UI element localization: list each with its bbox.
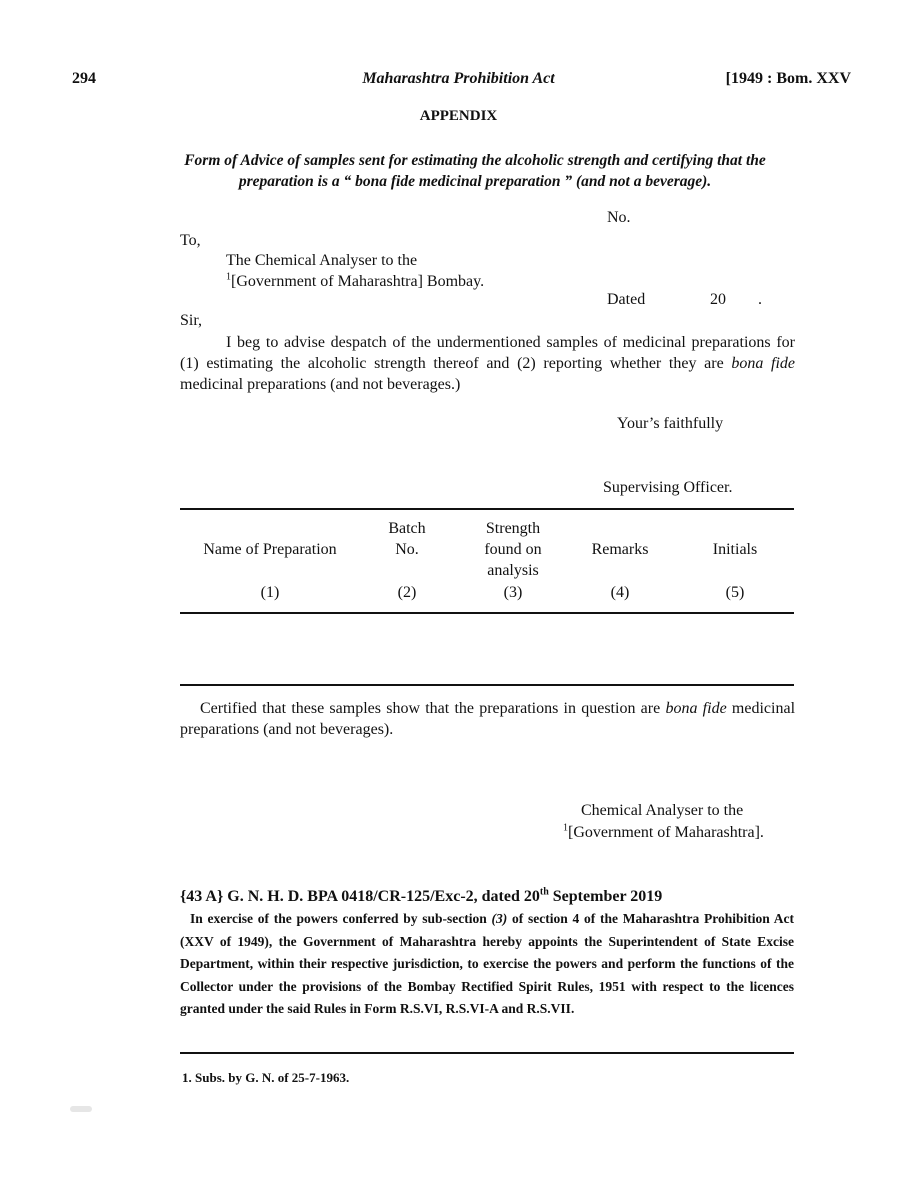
- col-number-1: (1): [260, 584, 280, 601]
- addressee-line1: The Chemical Analyser to the: [226, 252, 418, 269]
- notification-heading-text: {43 A} G. N. H. D. BPA 0418/CR-125/Exc-2, dated 20: [180, 888, 540, 905]
- notification-body: [180, 908, 794, 1021]
- certificate-text: [180, 698, 795, 740]
- addressee-line2-text: [Government of Maharashtra] Bombay.: [231, 273, 485, 290]
- col-number-2: (2): [397, 584, 417, 601]
- certificate-signatory-line2-text: [Government of Maharashtra].: [568, 824, 764, 841]
- col-remarks: Remarks: [591, 541, 649, 558]
- table-header-rule: [180, 612, 794, 614]
- notification-body-rest: of section 4 of the Maharashtra Prohibition Act (XXV of 1949), the Government of Maharashtra hereby appoints the Superintendent of State Excise Department, within their respective jurisdiction, to exercise the powers and perform the functions of the Collector under the provisions of the Bombay Rectified Spirit Rules, 1951 with respect to the licences granted under the said Rules in Form R.S.VI, R.S.VI-A and R.S.VII.: [180, 911, 795, 1016]
- page-number: 294: [72, 70, 96, 87]
- addressee-line2: [226, 273, 484, 291]
- footnote-marker: 1: [563, 822, 568, 834]
- closing: Your’s faithfully: [617, 415, 724, 432]
- footnote-marker: 1: [226, 271, 231, 283]
- certificate-text-main: Certified that these samples show that the preparations in question are: [200, 700, 661, 717]
- footnote-rule: [180, 1052, 794, 1054]
- scan-smudge: [70, 1106, 92, 1112]
- running-title: Maharashtra Prohibition Act: [362, 70, 555, 87]
- col-number-4: (4): [610, 584, 630, 601]
- notification-heading-sup: th: [539, 886, 549, 898]
- letter-body-main: I beg to advise despatch of the undermentioned samples of medicinal preparations for (1) estimating the alcoholic strength thereof and (2) reporting whether they are: [180, 334, 795, 372]
- notification-body-italic: (3): [491, 911, 508, 926]
- letter-body-italic: bona fide: [731, 355, 795, 372]
- no-label: No.: [607, 209, 631, 226]
- footnote: 1. Subs. by G. N. of 25-7-1963.: [182, 1070, 350, 1085]
- col-strength: Strength found on analysis: [484, 520, 542, 579]
- form-title: Form of Advice of samples sent for estimating the alcoholic strength and certifying that the preparation is a “ bona fide medicinal preparation ” (and not a beverage).: [184, 152, 766, 190]
- salutation: Sir,: [180, 312, 203, 329]
- table-bottom-rule: [180, 684, 794, 686]
- col-name-of-preparation: Name of Preparation: [203, 541, 337, 558]
- letter-body: [180, 332, 795, 395]
- notification-heading: [180, 888, 662, 906]
- dated-dot: .: [758, 291, 762, 308]
- certificate-signatory-line1: Chemical Analyser to the: [581, 802, 744, 819]
- dated-label: Dated: [607, 291, 646, 308]
- dated-year: 20: [710, 291, 726, 308]
- signatory: Supervising Officer.: [603, 479, 733, 496]
- table-top-rule: [180, 508, 794, 510]
- col-initials: Initials: [712, 541, 758, 558]
- appendix-heading: APPENDIX: [419, 108, 498, 124]
- certificate-signatory-line2: [563, 824, 764, 842]
- col-number-3: (3): [503, 584, 523, 601]
- col-batch-no: Batch No.: [388, 520, 426, 558]
- certificate-text-end: medicinal preparations (and not beverages).: [180, 700, 796, 738]
- notification-body-start: In exercise of the powers conferred by sub-section: [190, 911, 487, 926]
- letter-body-end: medicinal preparations (and not beverages.): [180, 376, 461, 393]
- certificate-text-italic: bona fide: [665, 700, 727, 717]
- act-reference: [1949 : Bom. XXV: [725, 70, 851, 87]
- notification-heading-end: September 2019: [548, 888, 663, 905]
- to-label: To,: [180, 232, 201, 249]
- col-number-5: (5): [725, 584, 745, 601]
